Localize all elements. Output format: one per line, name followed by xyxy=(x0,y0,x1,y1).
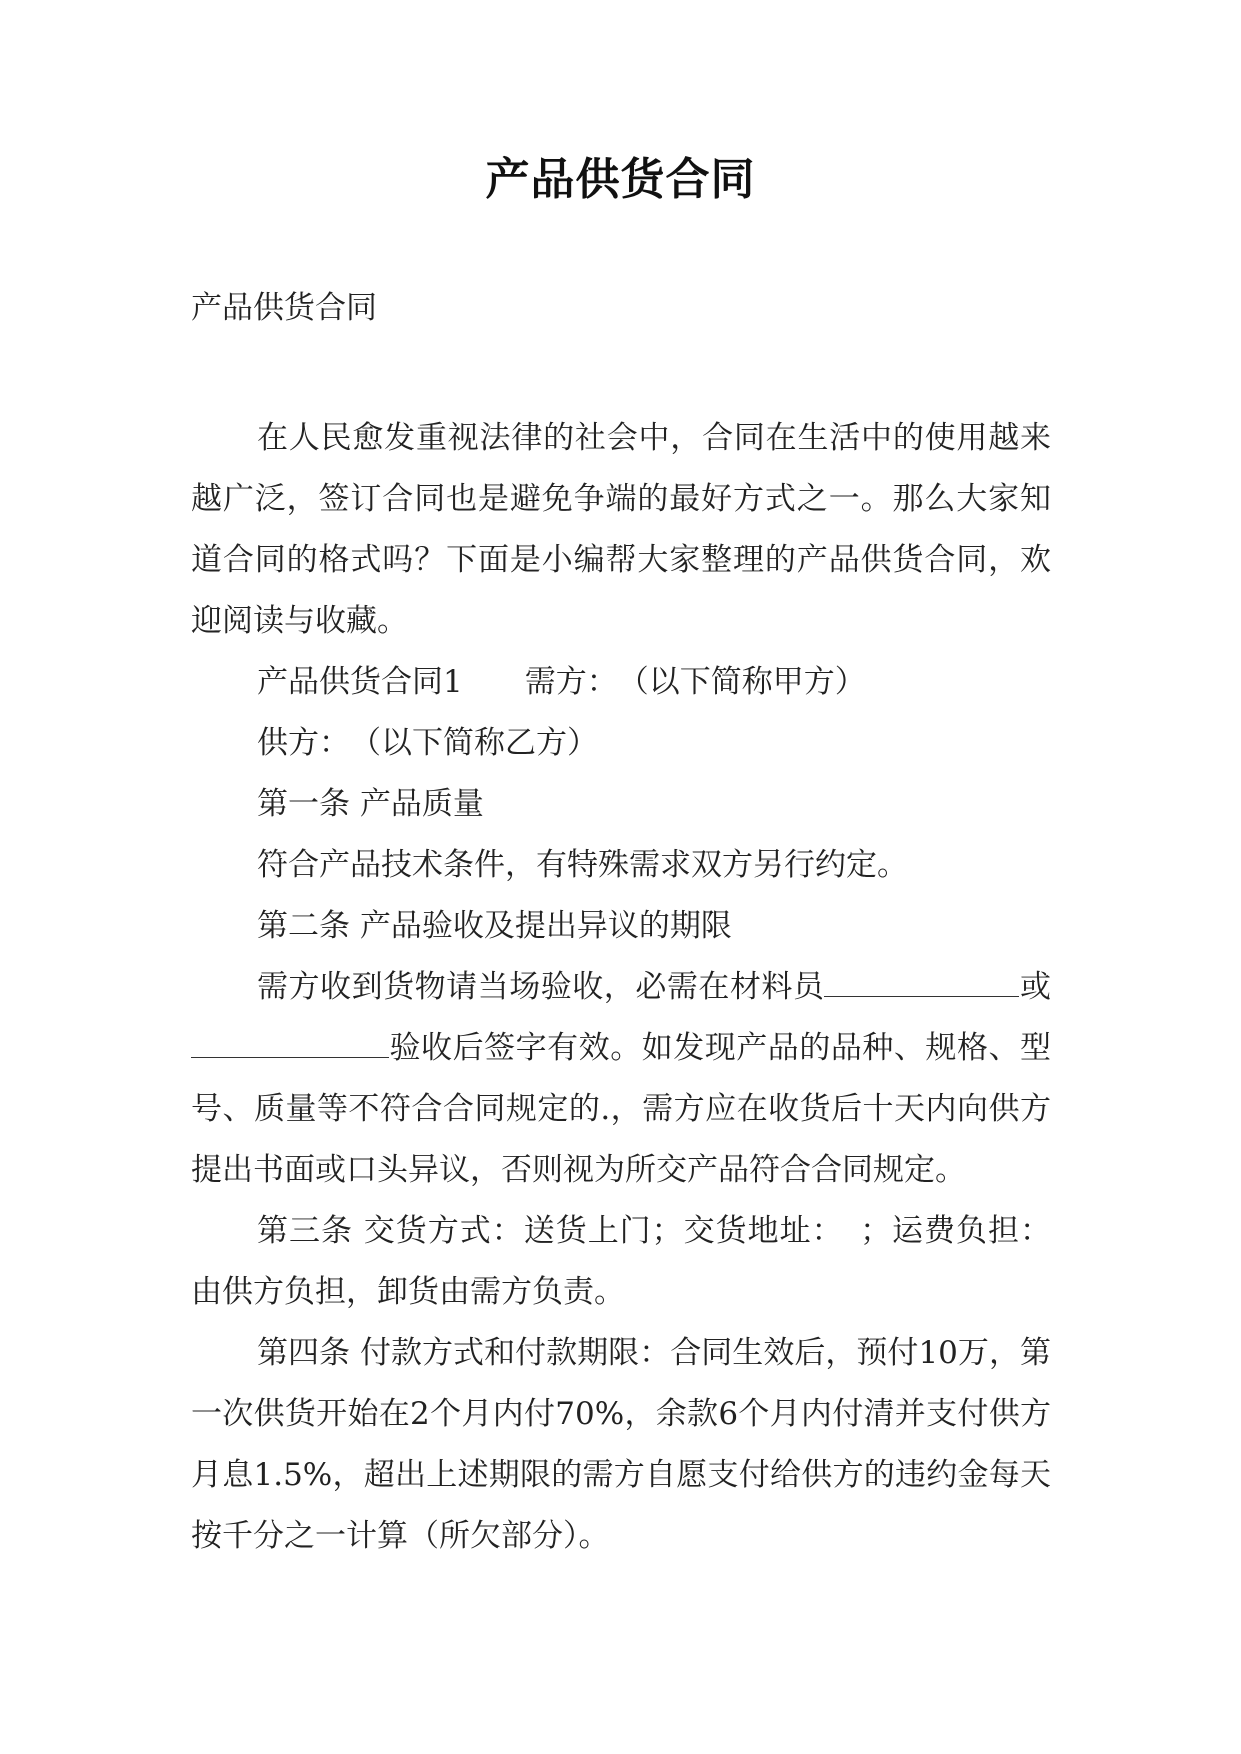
article-1-title: 第一条 产品质量 xyxy=(257,786,484,822)
document-title: 产品供货合同 xyxy=(485,154,756,205)
article-2-text-part-3: 验收后签字有效。如发现产品的品种、规格、型号、质量等不符合合同规定的.，需方应在收货后十天内向供方提出书面或口头异议，否则视为所交产品符合合同规定。 xyxy=(191,1030,1051,1188)
article-3-text: 第三条 交货方式：送货上门；交货地址： ；运费负担：由供方负担，卸货由需方负责。 xyxy=(191,1213,1051,1310)
demander-line: 需方： （以下简称甲方） xyxy=(524,664,866,700)
document-body xyxy=(191,408,1051,1567)
document-subtitle: 产品供货合同 xyxy=(191,290,377,326)
article-2-text xyxy=(191,957,1051,1201)
article-1-text: 符合产品技术条件，有特殊需求双方另行约定。 xyxy=(257,847,908,883)
contract-parties-line xyxy=(191,652,1051,713)
blank-field-receiver xyxy=(191,1056,389,1058)
blank-field-material-clerk xyxy=(824,995,1019,997)
contract-heading: 产品供货合同1 xyxy=(257,664,463,700)
intro-paragraph: 在人民愈发重视法律的社会中，合同在生活中的使用越来越广泛，签订合同也是避免争端的最好方式之一。那么大家知道合同的格式吗？下面是小编帮大家整理的产品供货合同，欢迎阅读与收藏。 xyxy=(191,420,1051,639)
article-2-title: 第二条 产品验收及提出异议的期限 xyxy=(257,908,732,944)
article-2-text-part-2: 或 xyxy=(1019,969,1052,1005)
supplier-line: 供方： （以下简称乙方） xyxy=(257,725,598,761)
article-4-text: 第四条 付款方式和付款期限：合同生效后，预付10万，第一次供货开始在2个月内付70%，余款6个月内付清并支付供方月息1.5%，超出上述期限的需方自愿支付给供方的违约金每天按千分之一计算（所欠部分）。 xyxy=(191,1335,1051,1554)
article-2-text-part-1: 需方收到货物请当场验收，必需在材料员 xyxy=(257,969,825,1005)
